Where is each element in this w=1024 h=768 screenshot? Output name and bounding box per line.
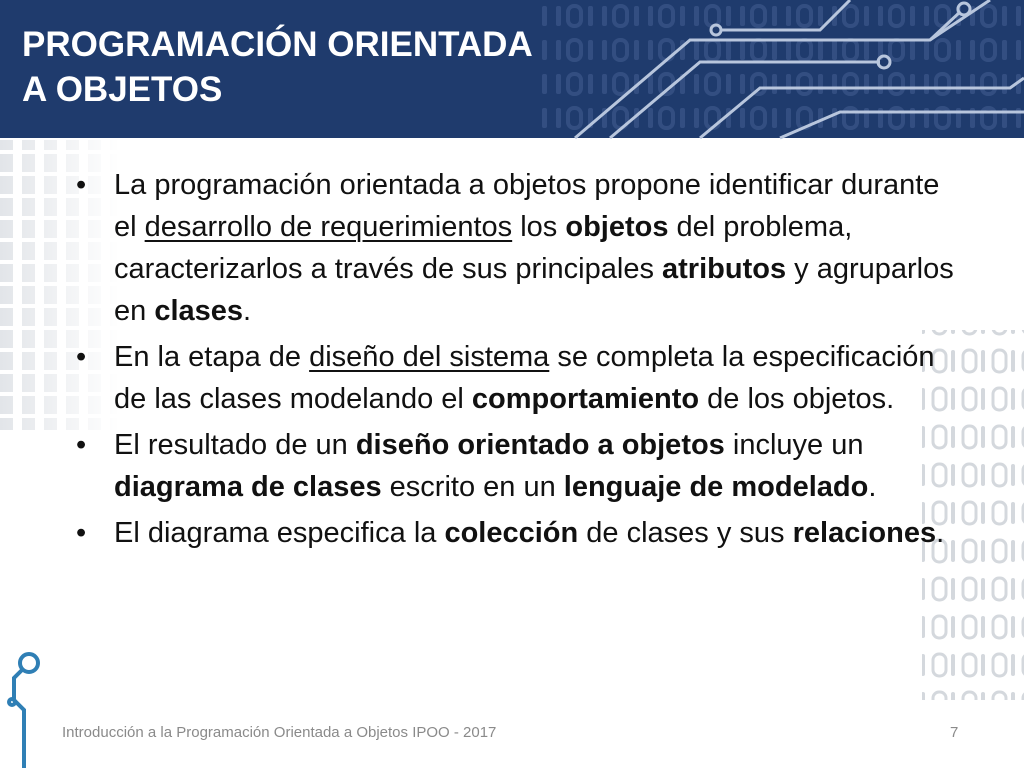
bullet-text: y agruparlos en [114, 253, 954, 327]
bold-term: clases [154, 295, 244, 327]
bullet-marker: • [76, 429, 87, 461]
slide-title-line-1: PROGRAMACIÓN ORIENTADA [22, 25, 533, 64]
bullet-text: En la etapa de [114, 341, 310, 373]
bullet-text: se completa la especificación de las clases modelando el [114, 341, 935, 415]
bullet-text: La programación orientada a objetos propone identificar durante el [114, 169, 940, 243]
bold-term: comportamiento [471, 383, 700, 415]
bullet-text: El resultado de un [114, 429, 356, 461]
bold-term: diseño orientado a objetos [355, 429, 725, 461]
bullet-item [76, 336, 956, 420]
bold-term: objetos [565, 211, 669, 243]
circuit-icon [9, 654, 38, 768]
bold-term: atributos [662, 253, 787, 285]
bold-term: diagrama de clases [114, 471, 382, 503]
bullet-marker: • [76, 169, 87, 201]
bullet-text: . [868, 471, 877, 503]
bullet-item [76, 424, 956, 508]
bullet-item [76, 512, 956, 554]
bullet-text: de los objetos. [699, 383, 895, 415]
bullet-marker: • [76, 517, 87, 549]
bullet-text: los [512, 211, 566, 243]
footer-text: Introducción a la Programación Orientada a Objetos IPOO - 2017 [62, 724, 497, 741]
slide-title-line-2: A OBJETOS [22, 70, 223, 109]
bold-term: relaciones [792, 517, 937, 549]
bullet-text: incluye un [724, 429, 864, 461]
underlined-term: diseño del sistema [309, 341, 550, 373]
bullet-text: . [243, 295, 252, 327]
bullet-text: escrito en un [381, 471, 564, 503]
bullet-text: del problema, caracterizarlos a través de sus principales [114, 211, 853, 285]
page-number: 7 [950, 724, 959, 741]
underlined-term: desarrollo de requerimientos [144, 211, 513, 243]
bullet-marker: • [76, 341, 87, 373]
bullet-text: . [936, 517, 945, 549]
bold-term: lenguaje de modelado [563, 471, 869, 503]
bullet-item [76, 164, 956, 332]
slide-title [22, 22, 533, 112]
bullet-text: de clases y sus [578, 517, 793, 549]
bullet-list [76, 164, 956, 558]
bold-term: colección [444, 517, 579, 549]
bullet-text: El diagrama especifica la [114, 517, 445, 549]
